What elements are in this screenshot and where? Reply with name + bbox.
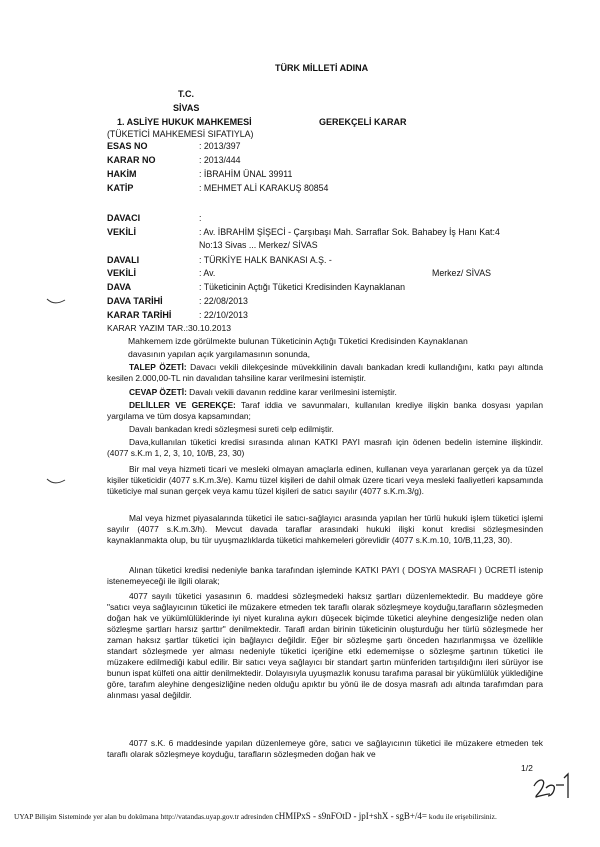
court-name: 1. ASLİYE HUKUK MAHKEMESİ — [117, 117, 252, 127]
dava-tarihi-label: DAVA TARİHİ — [107, 296, 163, 306]
davali-vekili-place: Merkez/ SİVAS — [432, 268, 491, 278]
kredi-text: Davalı bankadan kredi sözleşmesi sureti celp edilmiştir. — [129, 424, 334, 434]
last-paragraph — [107, 738, 543, 760]
kredi-paragraph — [107, 424, 543, 435]
nation-heading: TÜRK MİLLETİ ADINA — [275, 63, 369, 73]
dava-tarihi-value: : 22/08/2013 — [199, 296, 248, 306]
margin-tick-2 — [46, 477, 66, 485]
davaci-value: : — [199, 213, 202, 223]
mal-hizmet-paragraph — [107, 513, 543, 546]
last-text: 4077 s.K. 6 maddesinde yapılan düzenlemeye göre, satıcı ve sağlayıcının tüketici ile müzakere etmeden tek taraflı olarak sözleşmeye koyduğu, tarafların sözleşmeden doğan hak ve — [107, 738, 543, 760]
deliller-label: DELİLLER VE GEREKÇE: — [129, 400, 236, 410]
esas-no-value: : 2013/397 — [199, 141, 241, 151]
footer — [14, 811, 497, 821]
hakim-label: HAKİM — [107, 169, 137, 179]
karar-tarihi-label: KARAR TARİHİ — [107, 310, 172, 320]
karar-tarihi-value: : 22/10/2013 — [199, 310, 248, 320]
alinan-paragraph — [107, 565, 543, 587]
deliller-paragraph — [107, 400, 543, 422]
mal-hizmet-text: Mal veya hizmet piyasalarında tüketici ile satıcı-sağlayıcı arasında yapılan her türlü hukuki işlem tüketici işlemi sayılır (4077 s.K.m.3/h). Mevcut davada taraflar arasındaki hukuki ilişki konut kredisi sözleşmesinden kaynaklanmakta olup, bu tür uyuşmazlıklarda tüketici mahkemeleri görevlidir (4077 s.K.m.10, 10/B,11,23, 30). — [107, 513, 543, 546]
davali-vekili-value: : Av. — [199, 268, 216, 278]
davaci-label: DAVACI — [107, 213, 141, 223]
margin-tick-1 — [46, 297, 66, 305]
dava-label: DAVA — [107, 282, 132, 292]
page-number: 1/2 — [521, 763, 533, 773]
esas-no-label: ESAS NO — [107, 141, 148, 151]
cevap-label: CEVAP ÖZETİ: — [129, 387, 187, 397]
tc-heading: T.C. — [178, 89, 195, 99]
court-capacity: (TÜKETİCİ MAHKEMESİ SIFATIYLA) — [107, 129, 254, 139]
dava-paragraph — [107, 437, 543, 459]
vekili-value: : Av. İBRAHİM ŞİŞECİ - Çarşıbaşı Mah. Sarraflar Sok. Bahabey İş Hanı Kat:4 — [199, 227, 500, 237]
vekili-label: VEKİLİ — [107, 227, 137, 237]
footer-text: UYAP Bilişim Sisteminde yer alan bu dokümana http://vatandas.uyap.gov.tr adresinden — [14, 812, 273, 821]
karar-no-label: KARAR NO — [107, 155, 156, 165]
cevap-text: Davalı vekili davanın reddine karar verilmesini istemiştir. — [186, 387, 397, 397]
law-4077-text: 4077 sayılı tüketici yasasının 6. maddesi sözleşmedeki haksız şartları düzenlemektedir. Bu maddeye göre "satıcı veya sağlayıcının tüketici ile müzakere etmeden tek taraflı olarak sözleşmeye koyduğu,tarafların sözleşmeden doğan hak ve yükümlülüklerinde iyi niyet kuralına aykırı düşecek biçimde tüketici aleyhine dengesizliğe neden olan sözleşme şartları harsız şarttır" denilmektedir. Tarafl ardan birinin tüketicinin oluşturduğu her türlü sözleşmede her zaman haksız şartlar tüketici için bağlayıcı değildir. Eğer bir sözleşme şartı önceden hazırlanmışsa ve özellikle standart sözleşmede yer alması nedeniyle tüketici içeriğine etki edememişse o sözleşme şartının tüketici ile müzakere edilmediği kabul edilir. Bir satıcı veya sağlayıcı bir standart şartın münferiden tartışıldığını ileri sürüyor ise bunun ispat külfeti ona aittir denilmektedir. Dolayısıyla uyuşmazlık konusu tarafıma parasal bir yükümlülük yüklediğine göre, tarafım aleyhine dengesizliğine neden olduğu apıktır bu yönü ile de dosya masrafı adı altında tarafımdan para alınması yasal değildir. — [107, 591, 543, 701]
handwritten-signature — [530, 772, 580, 802]
davali-value: : TÜRKİYE HALK BANKASI A.Ş. - — [199, 255, 332, 265]
vekili-address-cont: No:13 Sivas ... Merkez/ SİVAS — [199, 240, 318, 250]
alinan-text: Alınan tüketici kredisi nedeniyle banka tarafından işleminde KATKI PAYI ( DOSYA MASRAFI ) ÜCRETİ istenip istenemeyeceği ile ilgili olarak; — [107, 565, 543, 587]
bir-mal-text: Bir mal veya hizmeti ticari ve mesleki olmayan amaçlarla edinen, kullanan veya yararlanan gerçek ya da tüzel kişiler tüketicidir (4077 s.K.m.3/e). Kamu tüzel kişileri de dahil olmak üzere ticari veya mesleki faaliyetleri kapsamında tüketiciye mal sunan gerçek veya kamu tüzel kişileri de satıcı sayılır (4077 s.K.m.3/g). — [107, 464, 543, 497]
bir-mal-paragraph — [107, 464, 543, 497]
davali-label: DAVALI — [107, 255, 140, 265]
talep-label: TALEP ÖZETİ: — [129, 362, 187, 372]
intro-line-1: Mahkemem izde görülmekte bulunan Tüketicinin Açtığı Tüketici Kredisinden Kaynaklanan — [128, 336, 468, 346]
decision-type: GEREKÇELİ KARAR — [319, 117, 407, 127]
footer-suffix: kodu ile erişebilirsiniz. — [428, 812, 497, 821]
karar-no-value: : 2013/444 — [199, 155, 241, 165]
intro-line-2: davasının yapılan açık yargılamasının sonunda, — [128, 349, 311, 359]
deliller-text: Taraf iddia ve savunmaları, kullanılan krediye ilişkin banka dosyası yapılan yargılama ve tüm dosya kapsamından; — [107, 400, 543, 422]
karar-yazim-date: KARAR YAZIM TAR.:30.10.2013 — [107, 323, 232, 333]
dava-text: Dava,kullanılan tüketici kredisi sırasında alınan KATKI PAYI masrafı için ödenen bedelin istemine ilişkindir. (4077 s.K.m 1, 2, 3, 10, 10/B, 23, 30) — [107, 437, 543, 459]
katip-label: KATİP — [107, 183, 134, 193]
law-4077-paragraph — [107, 591, 543, 701]
dava-value: : Tüketicinin Açtığı Tüketici Kredisinden Kaynaklanan — [199, 282, 406, 292]
talep-paragraph — [107, 362, 543, 384]
hakim-value: : İBRAHİM ÜNAL 39911 — [199, 169, 293, 179]
davali-vekili-label: VEKİLİ — [107, 268, 137, 278]
footer-access-code: cHMIPxS - s9nFOtD - jpI+shX - sgB+/4= — [274, 811, 428, 821]
talep-text: Davacı vekili dilekçesinde müvekkilinin davalı bankadan kredi kullandığını, katkı payı altında kesilen 2.000,00-TL nin davalıdan tahsiline karar verilmesini istemiştir. — [107, 362, 543, 384]
katip-value: : MEHMET ALİ KARAKUŞ 80854 — [199, 183, 329, 193]
cevap-paragraph — [107, 387, 543, 398]
city-heading: SİVAS — [173, 103, 200, 113]
